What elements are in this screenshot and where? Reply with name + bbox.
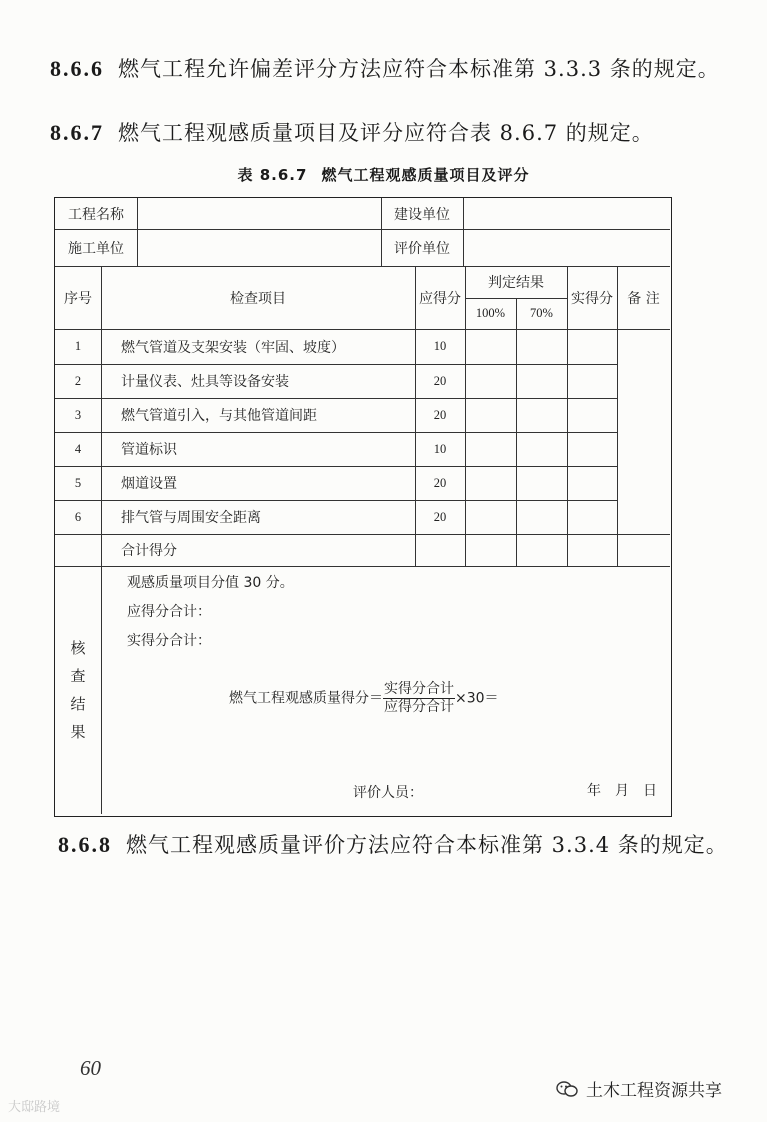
row-seq: 3 [74, 407, 82, 422]
page-number: 60 [80, 1056, 101, 1080]
formula-right: ×30＝ [455, 690, 499, 707]
check-result-char: 查 [70, 667, 86, 685]
clause-text: 燃气工程允许偏差评分方法应符合本标准第 3.3.3 条的规定。 [118, 57, 720, 81]
row-score: 20 [433, 373, 447, 388]
row-score: 20 [433, 475, 447, 490]
row-score: 10 [433, 339, 447, 353]
corner-watermark: 大邸路境 [8, 1100, 61, 1115]
row-seq: 4 [74, 441, 82, 456]
row-score: 20 [433, 509, 447, 524]
wechat-watermark [556, 1076, 722, 1101]
evaluation-table [54, 197, 672, 817]
header-seq: 序号 [64, 290, 92, 307]
clause-number: 8.6.6 [50, 56, 104, 81]
construction-unit-label: 建设单位 [394, 206, 450, 223]
row-seq: 2 [74, 373, 82, 388]
check-result-char: 果 [70, 723, 86, 741]
clause-number: 8.6.8 [58, 832, 112, 857]
formula-fraction [383, 681, 455, 716]
row-item: 烟道设置 [121, 476, 177, 492]
header-judgement: 判定结果 [488, 275, 544, 291]
table-caption [0, 164, 767, 185]
watermark-text: 土木工程资源共享 [586, 1081, 722, 1101]
clause-number: 8.6.7 [50, 120, 104, 145]
paragraph-8-6-8 [58, 828, 738, 862]
row-item: 燃气管道引入，与其他管道间距 [121, 408, 317, 424]
check-result-char: 结 [70, 695, 86, 713]
formula-left: 燃气工程观感质量得分＝ [229, 690, 383, 707]
header-due-score: 应得分 [419, 290, 461, 307]
formula-denominator: 应得分合计 [384, 699, 454, 715]
check-result-char: 核 [70, 639, 86, 657]
table-title: 燃气工程观感质量项目及评分 [321, 166, 530, 184]
evaluator-label: 评价人员： [353, 785, 423, 801]
paragraph-8-6-7 [50, 116, 730, 150]
header-item: 检查项目 [230, 290, 286, 307]
row-seq: 6 [74, 509, 82, 524]
paragraph-8-6-6 [50, 52, 730, 86]
check-result-label [55, 566, 101, 814]
builder-label: 施工单位 [68, 240, 124, 257]
evaluation-unit-label: 评价单位 [394, 240, 450, 257]
header-actual-score: 实得分 [571, 290, 613, 307]
header-remark: 备 注 [627, 290, 660, 307]
note-line-2: 应得分合计： [127, 604, 211, 620]
row-item: 计量仪表、灶具等设备安装 [121, 374, 289, 390]
wechat-icon [556, 1081, 578, 1097]
row-item: 燃气管道及支架安装（牢固、坡度） [121, 339, 345, 356]
clause-text: 燃气工程观感质量项目及评分应符合表 8.6.7 的规定。 [118, 121, 654, 145]
row-seq: 5 [74, 475, 82, 490]
clause-text: 燃气工程观感质量评价方法应符合本标准第 3.3.4 条的规定。 [126, 833, 728, 857]
row-score: 10 [433, 441, 447, 456]
note-line-1: 观感质量项目分值 30 分。 [127, 575, 294, 591]
formula-numerator: 实得分合计 [384, 681, 454, 697]
header-pct100: 100% [475, 306, 506, 320]
row-seq: 1 [74, 339, 82, 353]
date-label: 年 月 日 [587, 783, 657, 799]
row-item: 管道标识 [121, 442, 177, 458]
row-item: 排气管与周围安全距离 [121, 510, 261, 526]
score-formula [229, 681, 499, 716]
table-number: 表 8.6.7 [237, 166, 308, 184]
total-score-label: 合计得分 [121, 543, 177, 559]
note-line-3: 实得分合计： [127, 633, 211, 649]
header-pct70: 70% [530, 306, 553, 320]
project-name-label: 工程名称 [68, 206, 124, 223]
row-score: 20 [433, 407, 447, 422]
